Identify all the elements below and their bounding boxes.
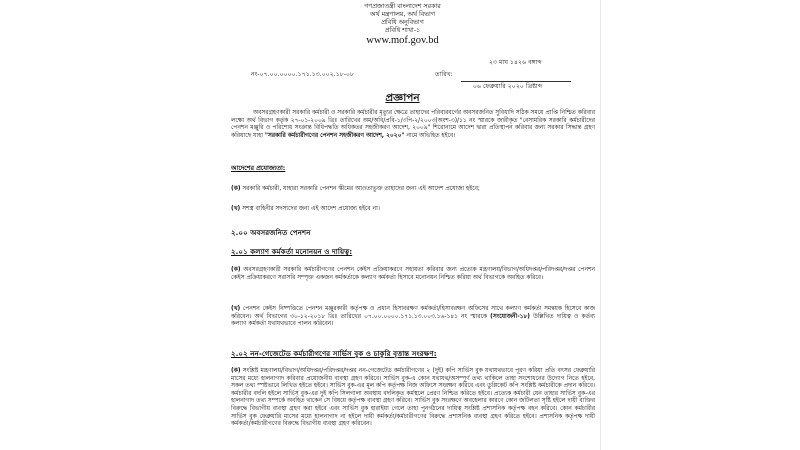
- bangla-date: ২৩ মাঘ ১৪২৬ বঙ্গাব্দ: [489, 59, 542, 66]
- applicability-item-a: [231, 186, 595, 194]
- applicability-heading: আদেশের প্রযোজ্যতা:: [231, 165, 286, 172]
- section-2-02-item-a: [231, 368, 595, 429]
- applicability-item-b-label: (খ): [231, 206, 241, 212]
- section-2-02-item-a-text: সংশ্লিষ্ট মন্ত্রণালয়/বিভাগ/অধিদপ্তর/পরিদপ্তর/দপ্তর নন-গেজেটেড কর্মচারীগণের ২ (দুই) কপি সার্ভিস বুক যথাযথভাবে পূরণ করিয়া প্রতি বৎসর ফেব্রুয়ারি মাসের মধ্যে হালনাগাদ করিবার প্রয়োজনীয় ব্যবস্থা গ্রহণ করিবে। সার্ভিস বুক-এ কোন যথাযথ/অসম্পূর্ণ তথ্য থাকিলে তাহা সংশোধনের উদ্যোগ নিতে হইবে, সকল তথ্য স্পষ্টভাবে লিখিত হইতে হইবে। সার্ভিস বুক-এর মূল কপি কর্তৃপক্ষ নিজ অফিসে সংরক্ষণ করিবে এবং ডুপ্লিকেট কপি সংশ্লিষ্ট কর্মচারীকে প্রদান করিবে। কর্মচারীর বদলি হইলে সার্ভিস বুক-এর দুই কপি সিলগালা অবস্থায় বদলিকৃত কর্মস্থলে প্রেরণ নিশ্চিত করিতে হইবে। প্রত্যেক কর্মচারী যেন তাহার সার্ভিস বুক-এর হালনাগাদ তথ্য সম্পর্কে অবহিত থাকেন সে বিষয়ে কর্তৃপক্ষ ব্যবস্থা গ্রহণ করিবে। সার্ভিস বুক সংরক্ষণে অবহেলার কারণে কোন জটিলতা সৃষ্টি হইলে দায়ী ব্যক্তির বিরুদ্ধে বিভাগীয় ব্যবস্থা গ্রহণ করা হইবে এবং সার্ভিস বুক হারাইয়া গেলে তাহা পুনর্গঠনের দায়িত্ব সংশ্লিষ্ট প্রশাসনিক কর্তৃপক্ষ বহন করিবে। কোন কর্মচারীর সার্ভিস বুক ফেব্রুয়ারি মাসের মধ্যে হালনাগাদ না হইলে দায়ী কর্মকর্তা/কর্মচারীগণের বিরুদ্ধে প্রশাসনিক ব্যবস্থা গ্রহণ করিতে হইবে। প্রশাসনিক কর্তৃপক্ষ দায়ী কর্মকর্তা/কর্মচারীগণের বিরুদ্ধে বিভাগীয় ব্যবস্থা গ্রহণ করিবেন।: [231, 368, 595, 428]
- applicability-item-b: [231, 206, 595, 214]
- date-label: তারিখ:: [435, 71, 453, 78]
- section-2-01-item-a: [231, 267, 595, 282]
- section-2-01-item-a-label: (ক): [231, 267, 241, 273]
- gregorian-date: ০৬ ফেব্রুয়ারি ২০২০ খ্রিষ্টাব্দ: [473, 83, 543, 90]
- header-branch: প্রবিধি শাখা-১: [384, 27, 421, 34]
- intro-tail: নামে অভিহিত হইবে।: [404, 132, 456, 139]
- intro-paragraph: [231, 110, 595, 140]
- section-2-02-heading: ২.০২ নন-গেজেটেড কর্মচারীগণের সার্ভিস বুক ও চাকুরি বৃত্তান্ত সংরক্ষণ:: [231, 349, 437, 358]
- section-2-01-item-b-tail: উল্লিখিত দায়িত্ব ও কর্তব্য কল্যাণ কর্মকর্তা যথাযথভাবে পালন করিবেন।: [231, 313, 595, 328]
- document-title: প্রজ্ঞাপন: [385, 92, 420, 104]
- header-government: গণপ্রজাতন্ত্রী বাংলাদেশ সরকার: [364, 3, 441, 10]
- intro-order-name: "সরকারি কর্মচারীগণের পেনশন সহজীকরণ আদেশ, ২০২০": [264, 132, 405, 139]
- attachment-reference: (সংযোজনী-১৮): [490, 313, 530, 320]
- document-page: [205, 0, 600, 450]
- section-2-01-item-a-text: অবসরগ্রহণকারী সরকারি কর্মচারীগণের পেনশন কেইস প্রক্রিয়াকরণে সহায়তা করিবার জন্য প্রত্যেক মন্ত্রণালয়/বিভাগ/অধিদপ্তর/পরিদপ্তর/দপ্তর পেনশন কেইস প্রক্রিয়াকরণে সরাসরি সম্পৃক্ত একজন কর্মকর্তাকে কল্যাণ কর্মকর্তা হিসাবে মনোনয়ন নিশ্চিত করিয়া অর্থ বিভাগকে অবহিত করিবে।: [231, 267, 595, 281]
- section-2-01-item-b-label: (খ): [231, 306, 241, 312]
- section-2-01-item-b-text: পেনশন কেইস নিষ্পত্তিতে পেনশন মঞ্জুরকারী কর্তৃপক্ষ ও প্রধান হিসাবরক্ষণ কর্মকর্তা/হিসাবরক্ষণ অফিসের সাথে কল্যাণ কর্মকর্তা সমন্বয়ক হিসেবে কাজ করিবেন। অর্থ বিভাগের ৩০-১২-২০১৮ খ্রিঃ তারিখের ০৭.০০.০০০০.১৭১.১৩.০০৩.১৬-১৪১ নং স্মারকে: [231, 306, 595, 320]
- section-2-01-item-b: [231, 306, 595, 329]
- applicability-item-a-label: (ক): [231, 186, 241, 192]
- applicability-item-a-text: সরকারি কর্মচারী, যাহারা সরকারি পেনশন স্কীমের আওতাভুক্ত তাহাদের জন্য এই আদেশ প্রযোজ্য হইবে;: [242, 186, 480, 192]
- header-wing: প্রবিধি অনুবিভাগ: [381, 19, 424, 26]
- date-divider: [461, 81, 571, 82]
- document-right-edge: [600, 0, 601, 450]
- header-website: www.mof.gov.bd: [366, 35, 439, 46]
- header-ministry: অর্থ মন্ত্রণালয়, অর্থ বিভাগ: [370, 11, 435, 18]
- intro-text: অবসরগ্রহণকারী সরকারি কর্মচারী ও সরকারি কর্মচারীর মৃত্যুর ক্ষেত্রে তাহাদের পরিবারবর্গের অবসরজনিত সুবিধাদি সঠিক সময়ে প্রাপ্তি নিশ্চিত করিবার লক্ষ্যে অর্থ বিভাগ কর্তৃক ২৭-০১-২০০৯ খ্রিঃ তারিখের অম/অবি/প্রবি-১/৩পি-২/২০০৩(অংশ-৩)/১১ নং স্মারকে জারীকৃত "বেসামরিক সরকারি কর্মচারীদের পেনশন মঞ্জুরি ও পরিশোধ সংক্রান্ত বিধিপদ্ধতি অধিকতর সহজীকরণ আদেশ, ২০০৯" শিরোনামে আদেশ দ্বারা প্রতিস্থাপন করিবার জন্য সরকার সিদ্ধান্ত গ্রহণ করিয়াছে যাহা: [231, 110, 595, 139]
- section-2-02-item-a-label: (ক): [231, 368, 241, 374]
- section-2-01-heading: ২.০১ কল্যাণ কর্মকর্তা মনোনয়ন ও দায়িত্ব:: [231, 247, 353, 256]
- memo-number: নং-০৭.০০.০০০০.১৭১.১৩.০০২.১৮-০৮: [251, 71, 355, 78]
- section-2-00-heading: ২.০০ অবসরজনিত পেনশন: [231, 228, 311, 237]
- applicability-item-b-text: সশস্ত্র বাহিনীর সদস্যদের জন্য এই আদেশ প্রযোজ্য হইবে না।: [242, 206, 380, 212]
